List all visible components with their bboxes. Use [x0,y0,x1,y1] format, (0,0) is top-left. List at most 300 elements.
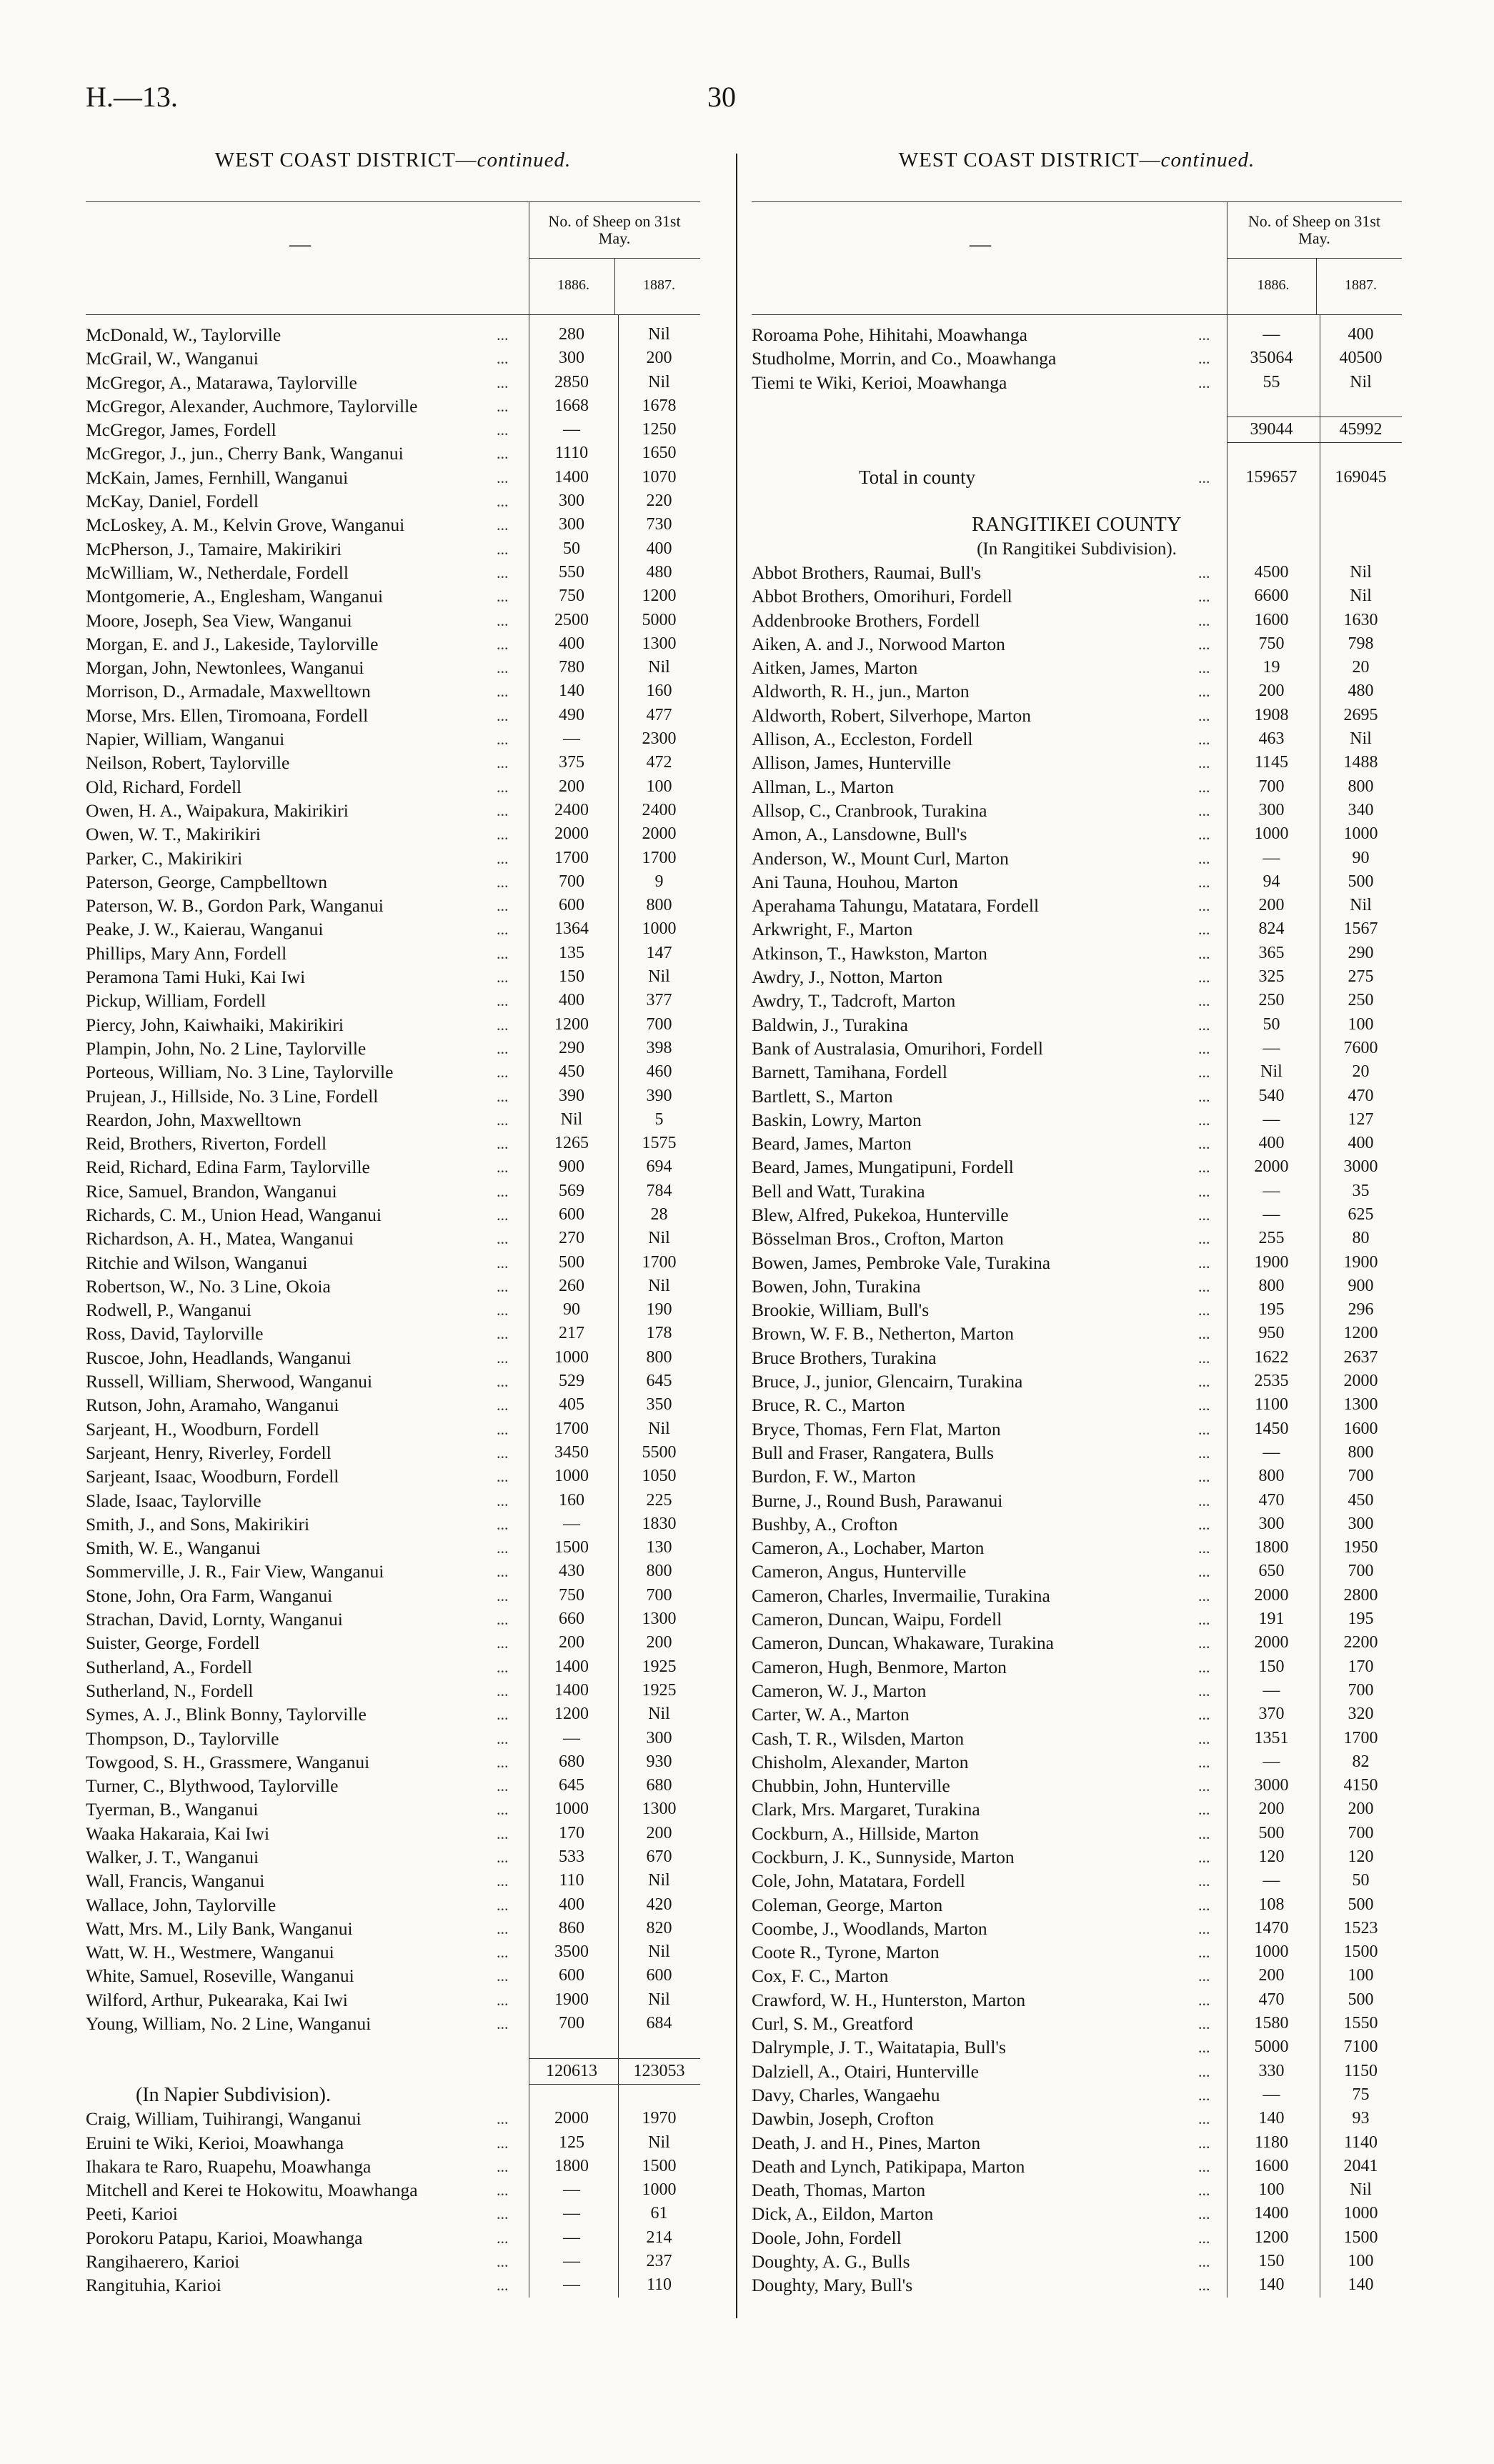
sheep-1887: 1200 [1343,1324,1378,1343]
sheep-1887: 237 [646,2252,672,2271]
owner-name: McWilliam, W., Netherdale, Fordell [86,562,349,583]
sheep-owner-row [86,751,700,774]
owner-name: Rodwell, P., Wanganui [86,1300,252,1321]
sheep-1887: 1575 [642,1134,677,1153]
sheep-1886: 2000 [1254,1585,1289,1605]
sheep-owner-row [86,2202,700,2225]
sheep-1887: 250 [1348,991,1374,1010]
sheep-1887: 694 [646,1157,672,1177]
owner-name: Napier, William, Wanganui [86,729,285,750]
sheep-owner-row [86,942,700,965]
sheep-1886: 120 [1258,1847,1285,1866]
sheep-1887: 127 [1348,1109,1374,1129]
sheep-owner-row [752,1155,1402,1179]
owner-name: Robertson, W., No. 3 Line, Okoia [86,1275,331,1297]
sheep-owner-row [86,1940,700,1964]
owner-name: Abbot Brothers, Omorihuri, Fordell [752,586,1012,607]
sheep-1887: 377 [646,991,672,1010]
sheep-1886: 1000 [1254,824,1289,844]
owner-name: Atkinson, T., Hawkston, Marton [752,942,987,964]
owner-name: Aitken, James, Marton [752,657,918,679]
sheep-1886: 108 [1258,1895,1285,1914]
owner-name: Sutherland, A., Fordell [86,1656,253,1677]
sheep-1886: 1000 [554,1467,589,1486]
owner-name: Death and Lynch, Patikipapa, Marton [752,2155,1025,2177]
owner-name: Bushby, A., Crofton [752,1513,898,1535]
sheep-1887: 1488 [1343,753,1378,772]
sheep-1887: 390 [646,1086,672,1105]
owner-name: Porokoru Patapu, Karioi, Moawhanga [86,2227,363,2248]
sheep-1886: 1668 [554,396,589,415]
leader-dots: ... [497,611,509,629]
sheep-1886: 39044 [1250,420,1293,439]
district-heading [752,149,1402,172]
leader-dots: ... [1198,1301,1210,1320]
sheep-1887: 200 [646,1823,672,1842]
leader-dots: ... [1198,1182,1210,1200]
leader-dots: ... [1198,1681,1210,1700]
subtotal-row [752,418,1402,442]
sheep-1886: 1900 [1254,1252,1289,1272]
leader-dots: ... [497,1539,509,1557]
sheep-1886: 700 [559,2014,584,2033]
leader-dots: ... [497,2228,509,2247]
leader-dots: ... [497,1777,509,1795]
owner-name: Ritchie and Wilson, Wanganui [86,1252,308,1273]
sheep-1887: 320 [1348,1705,1374,1724]
leader-dots: ... [1198,2133,1210,2152]
sheep-1886: 170 [559,1823,584,1842]
sheep-1886: 1364 [554,919,589,939]
leader-dots: ... [1198,2110,1210,2128]
sheep-1886: 140 [1258,2275,1285,2295]
leader-dots: ... [1198,1967,1210,1985]
sheep-1887: Nil [648,1705,670,1724]
sheep-1887: Nil [1350,2180,1372,2200]
owner-name: Waaka Hakaraia, Kai Iwi [86,1822,270,1844]
sheep-1886: Nil [560,1109,583,1129]
sheep-1886: 400 [559,991,584,1010]
sheep-owner-row [752,1346,1402,1370]
owner-name: Smith, J., and Sons, Makirikiri [86,1513,310,1535]
leader-dots: ... [1198,1467,1210,1486]
column-separator [736,154,737,2318]
sheep-1887: 1700 [642,848,677,867]
leader-dots: ... [497,373,509,391]
sheep-owner-row [86,917,700,941]
sheep-1886: 600 [559,1966,584,1985]
subdivision-title [752,537,1402,561]
sheep-1887: 398 [646,1038,672,1057]
owner-name: Bösselman Bros., Crofton, Marton [752,1228,1004,1250]
sheep-1886: 600 [559,1204,584,1224]
sheep-owner-row [86,442,700,465]
subtotal-rule-top [529,2058,700,2059]
leader-dots: ... [1198,1158,1210,1177]
leader-dots: ... [497,1325,509,1343]
sheep-1887: 5000 [642,610,677,629]
sheep-owner-row [86,418,700,442]
leader-dots: ... [1198,1705,1210,1724]
sheep-1887: 800 [646,896,672,915]
leader-dots: ... [1198,2015,1210,2033]
sheep-owner-row [752,1251,1402,1275]
leader-dots: ... [1198,1063,1210,1082]
owner-name: McKay, Daniel, Fordell [86,491,259,512]
leader-dots: ... [1198,1134,1210,1153]
sheep-1887: 1830 [642,1514,677,1533]
sheep-1886: 1000 [1254,1942,1289,1962]
sheep-owner-row [752,704,1402,727]
sheep-owner-row [752,751,1402,774]
sheep-1887: 800 [1348,777,1374,796]
owner-name: Old, Richard, Fordell [86,776,242,797]
sheep-1886: 1180 [1254,2133,1289,2152]
sheep-1887: 5500 [642,1442,677,1462]
sheep-1886: 900 [559,1157,584,1177]
sheep-owner-row [86,727,700,751]
sheep-owner-row [86,1179,700,1203]
owner-name: Rangituhia, Karioi [86,2275,221,2296]
leader-dots: ... [497,1039,509,1057]
sheep-1887: Nil [648,1229,670,1248]
owner-name: Clark, Mrs. Margaret, Turakina [752,1799,980,1820]
sheep-1886: 400 [559,1895,584,1914]
leader-dots: ... [497,587,509,606]
sheep-1887: 90 [1352,848,1370,867]
sheep-1887: 100 [646,777,672,796]
leader-dots: ... [1198,2085,1210,2104]
leader-dots: ... [1198,1253,1210,1272]
leader-dots: ... [497,1229,509,1248]
sheep-owner-row [86,1536,700,1560]
sheep-1886: — [563,1514,580,1533]
leader-dots: ... [1198,1895,1210,1914]
owner-name: Sutherland, N., Fordell [86,1680,254,1701]
sheep-owner-row [752,2107,1402,2130]
owner-name: Amon, A., Lansdowne, Bull's [752,824,967,845]
sheep-owner-row [752,1037,1402,1060]
owner-name: Symes, A. J., Blink Bonny, Taylorville [86,1704,367,1725]
sheep-owner-row [86,704,700,727]
sheep-1887: Nil [1350,372,1372,391]
sheep-1887: 50 [1352,1871,1370,1890]
sheep-1887: 195 [1348,1610,1374,1629]
owner-name: Barnett, Tamihana, Fordell [752,1062,947,1083]
sheep-owner-row [752,917,1402,941]
sheep-1886: 463 [1258,729,1285,749]
leader-dots: ... [1198,2157,1210,2175]
district-heading-continued: continued. [477,149,572,171]
leader-dots: ... [497,468,509,487]
owner-name: Coleman, George, Marton [752,1894,943,1915]
sheep-1886: 217 [559,1324,584,1343]
owner-name: McDonald, W., Taylorville [86,324,282,345]
sheep-owner-row [752,2178,1402,2202]
sheep-1886: 390 [559,1086,584,1105]
sheep-1887: 700 [646,1014,672,1034]
spacer-row [752,442,1402,465]
sheep-owner-row [86,346,700,370]
sheep-owner-row [86,2107,700,2130]
sheep-owner-row [752,1417,1402,1441]
leader-dots: ... [1198,2276,1210,2295]
sheep-1887: 2800 [1343,1585,1378,1605]
owner-name: Cockburn, A., Hillside, Marton [752,1822,980,1844]
sheep-1886: 470 [1258,1990,1285,2009]
sheep-1887: 200 [646,349,672,368]
sheep-owner-row [86,1393,700,1417]
sheep-owner-row [86,870,700,894]
sheep-1886: 405 [559,1395,584,1415]
sheep-1886: — [1263,1109,1280,1129]
sheep-owner-row [86,1465,700,1488]
sheep-1887: 2000 [1343,1372,1378,1391]
sheep-owner-row [752,656,1402,679]
owner-name: Studholme, Morrin, and Co., Moawhanga [752,348,1057,369]
sheep-1886: 300 [559,515,584,534]
sheep-1886: 1400 [554,467,589,487]
owner-name: Roroama Pohe, Hihitahi, Moawhanga [752,324,1027,345]
leader-dots: ... [497,1396,509,1415]
sheep-owner-row [752,1917,1402,1940]
leader-dots: ... [497,1895,509,1914]
leader-dots: ... [497,1729,509,1747]
sheep-1886: — [563,420,580,439]
owner-name: Cole, John, Matatara, Fordell [752,1870,965,1892]
owner-name: Dalrymple, J. T., Waitatapia, Bull's [752,2037,1006,2058]
sheep-owner-row [752,1179,1402,1203]
sheep-1886: 35064 [1250,349,1293,368]
sheep-owner-row [86,1584,700,1607]
owner-name: Stone, John, Ora Farm, Wanganui [86,1585,333,1606]
owner-name: Brookie, William, Bull's [752,1300,930,1321]
sheep-1887: 28 [650,1204,668,1224]
sheep-1886: 200 [1258,1800,1285,1819]
owner-name: Thompson, D., Taylorville [86,1727,279,1749]
owner-name: Aiken, A. and J., Norwood Marton [752,633,1005,654]
sheep-owner-row [752,1084,1402,1108]
sheep-1886: 4500 [1254,562,1289,582]
leader-dots: ... [1198,706,1210,724]
sheep-owner-row [752,894,1402,917]
sheep-1887: 1150 [1343,2061,1378,2080]
sheep-1886: 500 [559,1252,584,1272]
page-header [0,80,1494,123]
sheep-1887: 140 [1348,2275,1374,2295]
leader-dots: ... [1198,2062,1210,2080]
owner-name: Rangihaerero, Karioi [86,2251,240,2273]
leader-dots: ... [1198,682,1210,701]
sheep-1886: — [563,1728,580,1747]
sheep-1886: 1580 [1254,2014,1289,2033]
sheep-owner-row [752,847,1402,870]
sheep-1886: 370 [1258,1705,1285,1724]
sheep-1886: 860 [559,1918,584,1937]
sheep-1887: 730 [646,515,672,534]
owner-name: Cameron, Duncan, Waipu, Fordell [752,1609,1002,1630]
sheep-1886: 430 [559,1562,584,1581]
sheep-owner-row [86,1132,700,1155]
column-header-sheep: No. of Sheep on 31st May. [1248,212,1381,247]
leader-dots: ... [497,1467,509,1486]
sheep-1887: 472 [646,753,672,772]
owner-name: Tiemi te Wiki, Kerioi, Moawhanga [752,371,1007,393]
owner-name: Chubbin, John, Hunterville [752,1775,950,1797]
sheep-owner-row [86,1441,700,1465]
leader-dots: ... [497,801,509,819]
sheep-1886: 950 [1258,1324,1285,1343]
sheep-1886: 650 [1258,1562,1285,1581]
sheep-1886: 1900 [554,1990,589,2009]
sheep-1887: 2637 [1343,1347,1378,1367]
sheep-owner-row [86,609,700,632]
sheep-1887: 420 [646,1895,672,1914]
subdivision-heading [86,2083,700,2107]
sheep-1887: Nil [1350,896,1372,915]
leader-dots: ... [497,1800,509,1819]
sheep-1887: 800 [1348,1442,1374,1462]
sheep-1886: 50 [1263,1014,1280,1034]
sheep-1887: 275 [1348,967,1374,987]
leader-dots: ... [1198,2038,1210,2057]
sheep-1886: 200 [559,1633,584,1652]
sheep-owner-row [86,822,700,846]
leader-dots: ... [1198,754,1210,772]
sheep-1887: Nil [1350,562,1372,582]
leader-dots: ... [497,539,509,558]
owner-name: Pickup, William, Fordell [86,990,267,1012]
sheep-1886: Nil [1260,1062,1283,1082]
leader-dots: ... [1198,1657,1210,1676]
sheep-1887: 477 [646,705,672,724]
owner-name: Richardson, A. H., Matea, Wanganui [86,1228,354,1250]
leader-dots: ... [1198,1491,1210,1510]
sheep-owner-row [86,1822,700,1845]
leader-dots: ... [497,1110,509,1129]
sheep-owner-row [752,1584,1402,1607]
owner-name: Porteous, William, No. 3 Line, Taylorville [86,1062,394,1083]
sheep-owner-row [752,1322,1402,1345]
sheep-1887: 600 [646,1966,672,1985]
sheep-owner-row [752,584,1402,608]
owner-name: Montgomerie, A., Englesham, Wanganui [86,586,384,607]
sheep-1887: 110 [646,2275,672,2295]
leader-dots: ... [1198,1372,1210,1391]
leader-dots: ... [1198,1515,1210,1533]
sheep-1886: 100 [1258,2180,1285,2200]
sheep-1886: 55 [1263,372,1280,391]
sheep-1886: 824 [1258,919,1285,939]
leader-dots: ... [497,2133,509,2152]
sheep-1886: 120613 [546,2061,597,2080]
sheep-owner-row [86,1869,700,1892]
owner-name: Sarjeant, H., Woodburn, Fordell [86,1418,319,1440]
sheep-owner-row [86,1893,700,1917]
sheep-1887: 700 [646,1585,672,1605]
leader-dots: ... [497,1063,509,1082]
sheep-owner-row [752,799,1402,822]
leader-dots: ... [497,730,509,749]
owner-name: Reid, Richard, Edina Farm, Taylorville [86,1157,370,1178]
sheep-1887: 820 [646,1918,672,1937]
owner-name: Cameron, A., Lochaber, Marton [752,1537,985,1559]
sheep-1887: 1567 [1343,919,1378,939]
sheep-1887: 75 [1352,2085,1370,2104]
leader-dots: ... [1198,1348,1210,1367]
sheep-1887: 290 [1348,943,1374,962]
owner-name: Baskin, Lowry, Marton [752,1109,922,1130]
leader-dots: ... [1198,659,1210,677]
sheep-1887: 1000 [1343,2204,1378,2223]
header-rule-top [752,201,1402,202]
sheep-1886: 300 [559,349,584,368]
sheep-1887: Nil [648,1942,670,1962]
sheep-1886: — [1263,1680,1280,1700]
sheep-1886: 1100 [1254,1395,1289,1415]
leader-dots: ... [1198,1634,1210,1652]
sheep-1887: 220 [646,492,672,511]
sheep-owner-row [86,656,700,679]
leader-dots: ... [1198,2205,1210,2223]
sheep-1886: 700 [1258,777,1285,796]
sheep-owner-row [752,1441,1402,1465]
leader-dots: ... [1198,611,1210,629]
sheep-1886: 1450 [1254,1419,1289,1438]
owner-name: Peramona Tami Huki, Kai Iwi [86,967,306,988]
sheep-1886: — [1263,1442,1280,1462]
sheep-1886: 1908 [1254,705,1289,724]
sheep-1887: 1700 [1343,1728,1378,1747]
subtotal-row [86,2060,700,2083]
sheep-1887: 178 [646,1324,672,1343]
sheep-1887: Nil [648,325,670,344]
sheep-1887: 2695 [1343,705,1378,724]
sheep-1886: 325 [1258,967,1285,987]
sheep-1886: 150 [1258,2252,1285,2271]
owner-name: Cameron, Angus, Hunterville [752,1561,967,1582]
leader-dots: ... [1198,920,1210,939]
sheep-1886: 490 [559,705,584,724]
leader-dots: ... [497,1824,509,1842]
sheep-1886: 3500 [554,1942,589,1962]
leader-dots: ... [1198,849,1210,867]
owner-name: Ross, David, Taylorville [86,1323,264,1345]
sheep-owner-row [752,822,1402,846]
sheep-owner-row [752,1750,1402,1774]
sheep-owner-row [752,1489,1402,1512]
sheep-1887: 200 [646,1633,672,1652]
leader-dots: ... [497,777,509,796]
leader-dots: ... [497,634,509,653]
leader-dots: ... [1198,1039,1210,1057]
sheep-owner-row [752,2250,1402,2273]
owner-name: Phillips, Mary Ann, Fordell [86,942,287,964]
leader-dots: ... [1198,1872,1210,1890]
leader-dots: ... [497,897,509,915]
sheep-1887: 100 [1348,1014,1374,1034]
leader-dots: ... [497,659,509,677]
sheep-1887: 625 [1348,1204,1374,1224]
sheep-owner-row [752,1060,1402,1084]
leader-dots: ... [1198,1919,1210,1937]
sheep-1887: 470 [1348,1086,1374,1105]
sheep-1887: 80 [1352,1229,1370,1248]
sheep-1887: 460 [646,1062,672,1082]
leader-dots: ... [1198,349,1210,368]
owner-name: Allison, A., Eccleston, Fordell [752,729,973,750]
sheep-1887: 340 [1348,800,1374,819]
